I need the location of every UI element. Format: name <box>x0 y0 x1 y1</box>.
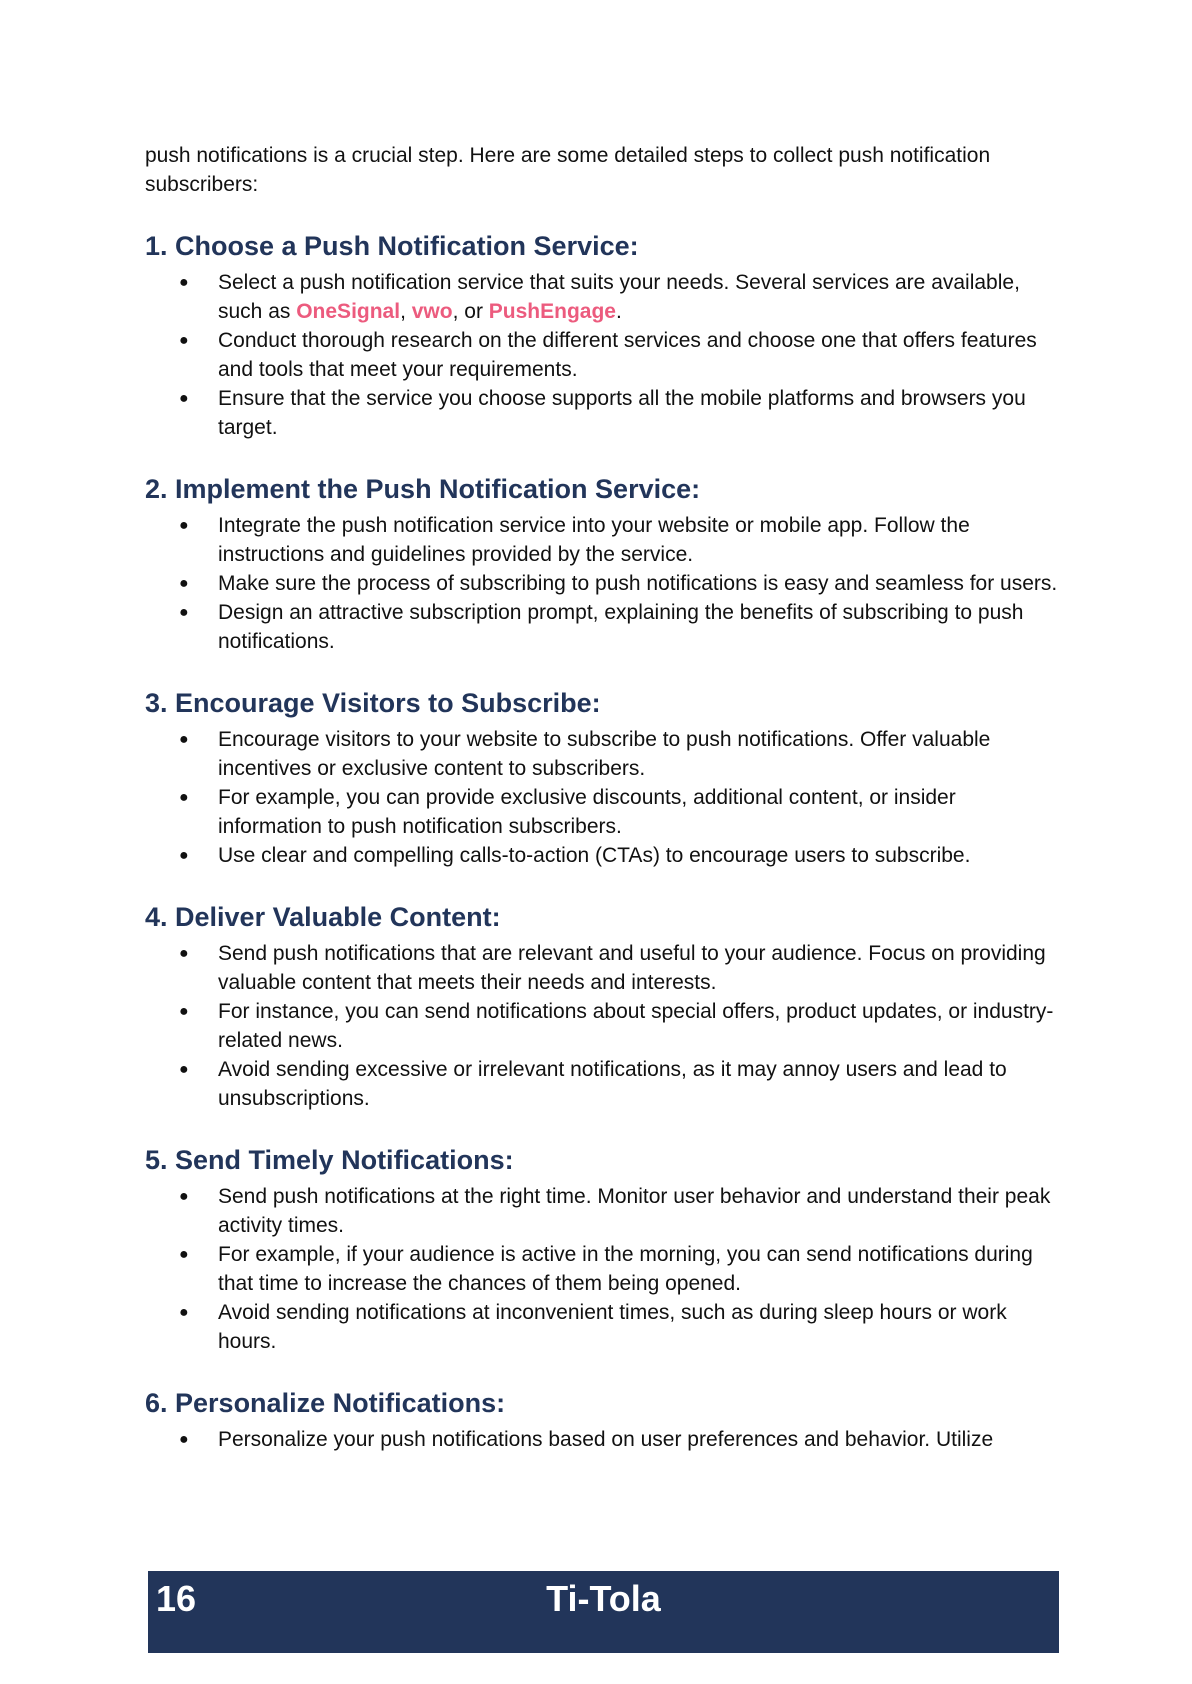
list-item: ● Send push notifications that are relevant and useful to your audience. Focus on providing valuable content that meets their needs and interests. <box>145 939 1065 997</box>
section-1-list <box>145 268 1065 442</box>
bullet-icon: ● <box>179 517 189 534</box>
list-item: ● Conduct thorough research on the different services and choose one that offers features and tools that meet your requirements. <box>145 326 1065 384</box>
section-heading-deliver-content: 4. Deliver Valuable Content: <box>145 902 501 932</box>
bullet-icon: ● <box>179 1246 189 1263</box>
pushengage-link[interactable]: PushEngage <box>488 300 616 323</box>
list-item: ● Select a push notification service that suits your needs. Several services are available, such as OneSignal, vwo, or PushEngage. <box>145 268 1065 326</box>
list-item: ● Design an attractive subscription prompt, explaining the benefits of subscribing to push notifications. <box>145 598 1065 656</box>
section-5-list <box>145 1182 1065 1356</box>
bullet-icon: ● <box>179 945 189 962</box>
section-6-list <box>145 1425 1065 1454</box>
bullet-icon: ● <box>179 1188 189 1205</box>
bullet-icon: ● <box>179 1003 189 1020</box>
list-item: ● Avoid sending notifications at inconvenient times, such as during sleep hours or work hours. <box>145 1298 1065 1356</box>
page-number: 16 <box>156 1578 197 1619</box>
footer-brand: Ti-Tola <box>546 1578 661 1619</box>
bullet-icon: ● <box>179 604 189 621</box>
section-heading-personalize-notifications: 6. Personalize Notifications: <box>145 1388 506 1418</box>
bullet-icon: ● <box>179 390 189 407</box>
list-item: ● Use clear and compelling calls-to-action (CTAs) to encourage users to subscribe. <box>145 841 1065 870</box>
list-item: ● Avoid sending excessive or irrelevant notifications, as it may annoy users and lead to unsubscriptions. <box>145 1055 1065 1113</box>
list-item: ● Integrate the push notification service into your website or mobile app. Follow the instructions and guidelines provided by the service. <box>145 511 1065 569</box>
page-footer <box>148 1571 1059 1653</box>
bullet-icon: ● <box>179 789 189 806</box>
list-item: ● Send push notifications at the right time. Monitor user behavior and understand their peak activity times. <box>145 1182 1065 1240</box>
section-heading-timely-notifications: 5. Send Timely Notifications: <box>145 1145 514 1175</box>
bullet-icon: ● <box>179 274 189 291</box>
list-item: ● Encourage visitors to your website to subscribe to push notifications. Offer valuable incentives or exclusive content to subscribers. <box>145 725 1065 783</box>
onesignal-link[interactable]: OneSignal <box>296 300 401 323</box>
section-2-list <box>145 511 1065 656</box>
page-content <box>145 141 1065 1454</box>
list-item: ● For instance, you can send notifications about special offers, product updates, or industry-related news. <box>145 997 1065 1055</box>
section-heading-encourage-visitors: 3. Encourage Visitors to Subscribe: <box>145 688 601 718</box>
bullet-icon: ● <box>179 847 189 864</box>
section-heading-implement-service: 2. Implement the Push Notification Service: <box>145 474 701 504</box>
list-item: ● For example, you can provide exclusive discounts, additional content, or insider information to push notification subscribers. <box>145 783 1065 841</box>
bullet-icon: ● <box>179 332 189 349</box>
bullet-icon: ● <box>179 1304 189 1321</box>
list-item: ● For example, if your audience is active in the morning, you can send notifications during that time to increase the chances of them being opened. <box>145 1240 1065 1298</box>
list-item: ● Personalize your push notifications based on user preferences and behavior. Utilize <box>145 1425 1065 1454</box>
list-item: ● Make sure the process of subscribing to push notifications is easy and seamless for users. <box>145 569 1065 598</box>
vwo-link[interactable]: vwo <box>411 300 453 323</box>
bullet-icon: ● <box>179 1431 189 1448</box>
section-3-list <box>145 725 1065 870</box>
bullet-icon: ● <box>179 731 189 748</box>
section-4-list <box>145 939 1065 1113</box>
list-item: ● Ensure that the service you choose supports all the mobile platforms and browsers you target. <box>145 384 1065 442</box>
intro-paragraph: push notifications is a crucial step. Here are some detailed steps to collect push notification subscribers: <box>145 144 991 196</box>
bullet-icon: ● <box>179 1061 189 1078</box>
bullet-icon: ● <box>179 575 189 592</box>
section-heading-choose-service: 1. Choose a Push Notification Service: <box>145 231 639 261</box>
